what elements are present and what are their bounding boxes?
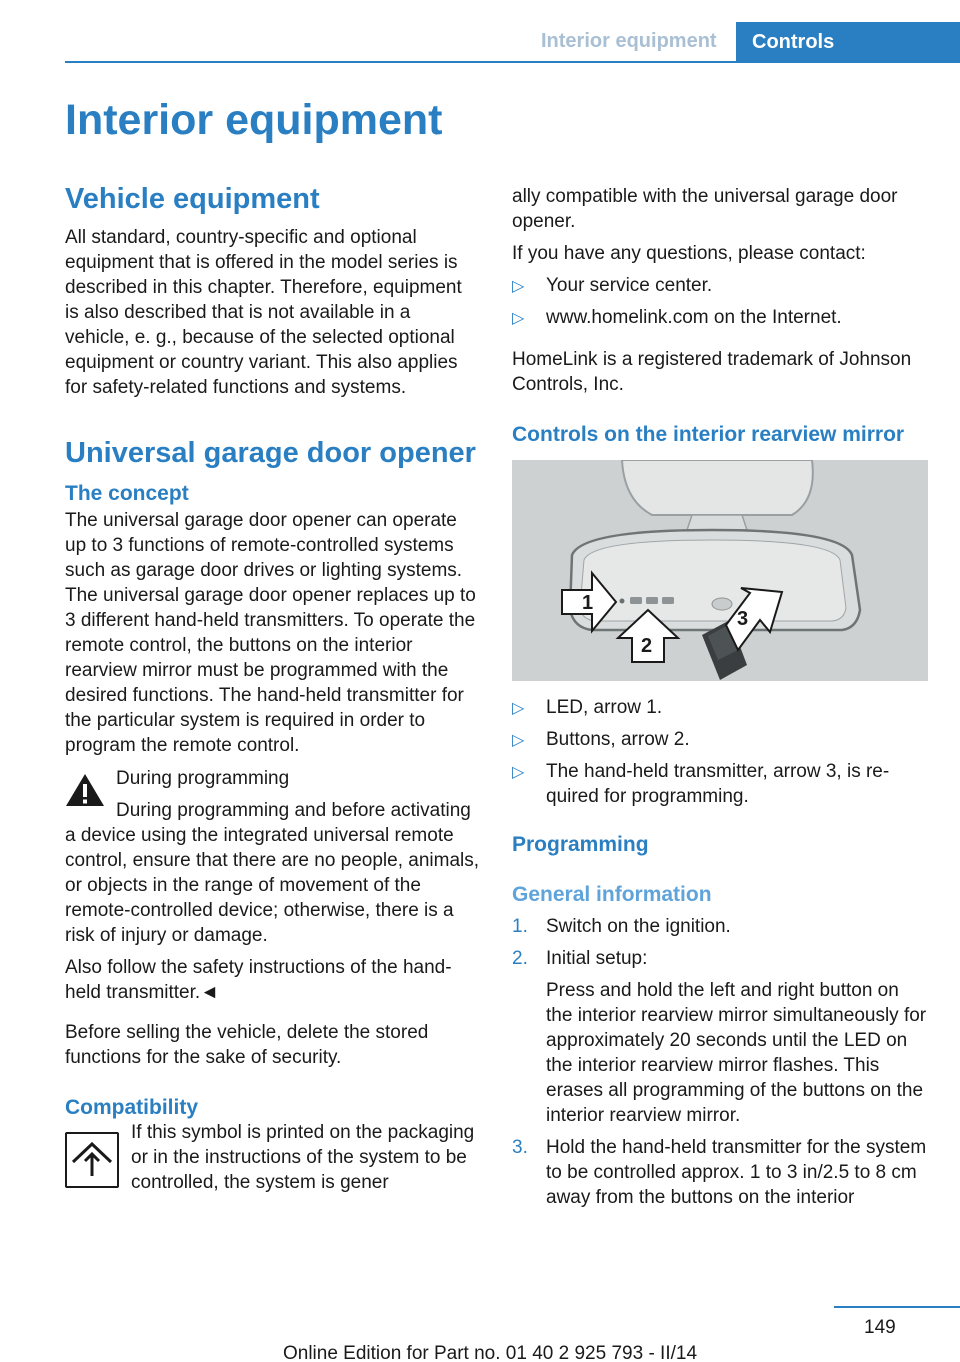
- footer-edition: Online Edition for Part no. 01 40 2 925 793 - II/14: [282, 1343, 698, 1362]
- warning-triangle-icon: [65, 772, 105, 808]
- list-item: 2. Initial setup: Press and hold the left and right button on the interior rearview mirror simultaneously for approximately 20 seconds until the LED on the interior rearview mirror flashes. This erases all programming of the buttons on the interior rearview mirror.: [512, 948, 927, 1126]
- list-item: 3. Hold the hand-held transmitter for the system to be controlled approx. 1 to 3 in/2.5 to 8 cm away from the buttons on the interior: [512, 1137, 927, 1208]
- programming-steps: [512, 914, 927, 1217]
- triangle-bullet-icon: ▷: [512, 764, 525, 781]
- list-item: ▷ LED, arrow 1.: [512, 695, 927, 727]
- triangle-bullet-icon: ▷: [512, 310, 525, 327]
- arrow-label-2: 2: [641, 635, 653, 657]
- warning-block: [65, 766, 480, 948]
- left-column: [65, 184, 480, 1195]
- programming-heading: Programming: [512, 833, 649, 856]
- list-item: ▷ www.homelink.com on the Internet.: [512, 305, 927, 337]
- right-column: [512, 184, 927, 1217]
- list-item: 1. Switch on the ignition.: [512, 916, 731, 937]
- arrow-label-1: 1: [582, 592, 594, 614]
- compatibility-block: [65, 1120, 480, 1195]
- concept-text: The universal garage door opener can operate up to 3 functions of remote-controlled systems such as garage door drives or lighting systems. The universal garage door opener replaces up to 3 different hand-held transmitters. To operate the remote control, the buttons on the interior rearview mirror must be programmed with the desired functions. The hand-held transmitter for the particular system is required in order to program the remote control.: [65, 510, 476, 756]
- header-chapter-tab: Controls: [736, 22, 960, 63]
- page-number: 149: [864, 1317, 896, 1338]
- controls-heading: Controls on the interior rearview mirror: [512, 423, 905, 446]
- page-title: Interior equipment: [65, 96, 443, 144]
- header-rule: [65, 61, 960, 63]
- trademark-text: HomeLink is a registered trademark of Johnson Controls, Inc.: [512, 349, 912, 395]
- arrow-label-3: 3: [737, 608, 749, 630]
- triangle-bullet-icon: ▷: [512, 700, 525, 717]
- compatibility-heading: Compatibility: [65, 1096, 199, 1119]
- warning-title: During programming: [116, 768, 290, 789]
- contact-intro: If you have any questions, please contact:: [512, 243, 866, 264]
- contact-list: [512, 273, 927, 337]
- warning-text: During programming and before activating a device using the integrated universal remote control, ensure that there are no people, animals, or objects in the range of movement of the remote-controlled device; otherwise, there is a risk of injury or damage.: [65, 800, 480, 946]
- list-item: ▷ Your service center.: [512, 273, 927, 305]
- controls-list: [512, 695, 927, 816]
- concept-heading: The concept: [65, 482, 189, 505]
- home-arrow-icon: [65, 1132, 119, 1188]
- header-section-label: Interior equipment: [541, 30, 717, 52]
- general-information-heading: General information: [512, 883, 712, 906]
- selling-text: Before selling the vehicle, delete the stored functions for the sake of security.: [65, 1022, 429, 1068]
- warning-extra: Also follow the safety instructions of the hand-held transmitter.◄: [65, 957, 452, 1003]
- compatibility-text: If this symbol is printed on the packaging or in the instructions of the system to be controlled, the system is gener: [131, 1122, 475, 1193]
- list-item: ▷ The hand-held transmitter, arrow 3, is required for programming.: [512, 761, 890, 807]
- triangle-bullet-icon: ▷: [512, 732, 525, 749]
- vehicle-equipment-text: All standard, country-specific and optional equipment that is offered in the model series is described in this chapter. Therefore, equipment is also described that is not available in a vehicle, e. g., because of the selected optional equipment or country variant. This also applies for safety-related functions and systems.: [65, 227, 462, 398]
- vehicle-equipment-heading: Vehicle equipment: [65, 183, 320, 215]
- universal-garage-door-heading: Universal garage door opener: [65, 437, 476, 469]
- triangle-bullet-icon: ▷: [512, 278, 525, 295]
- rearview-mirror-image: [512, 460, 928, 681]
- compatibility-continued: ally compatible with the universal garage door opener.: [512, 186, 898, 232]
- footer-rule: [834, 1306, 960, 1308]
- list-item: ▷ Buttons, arrow 2.: [512, 727, 927, 759]
